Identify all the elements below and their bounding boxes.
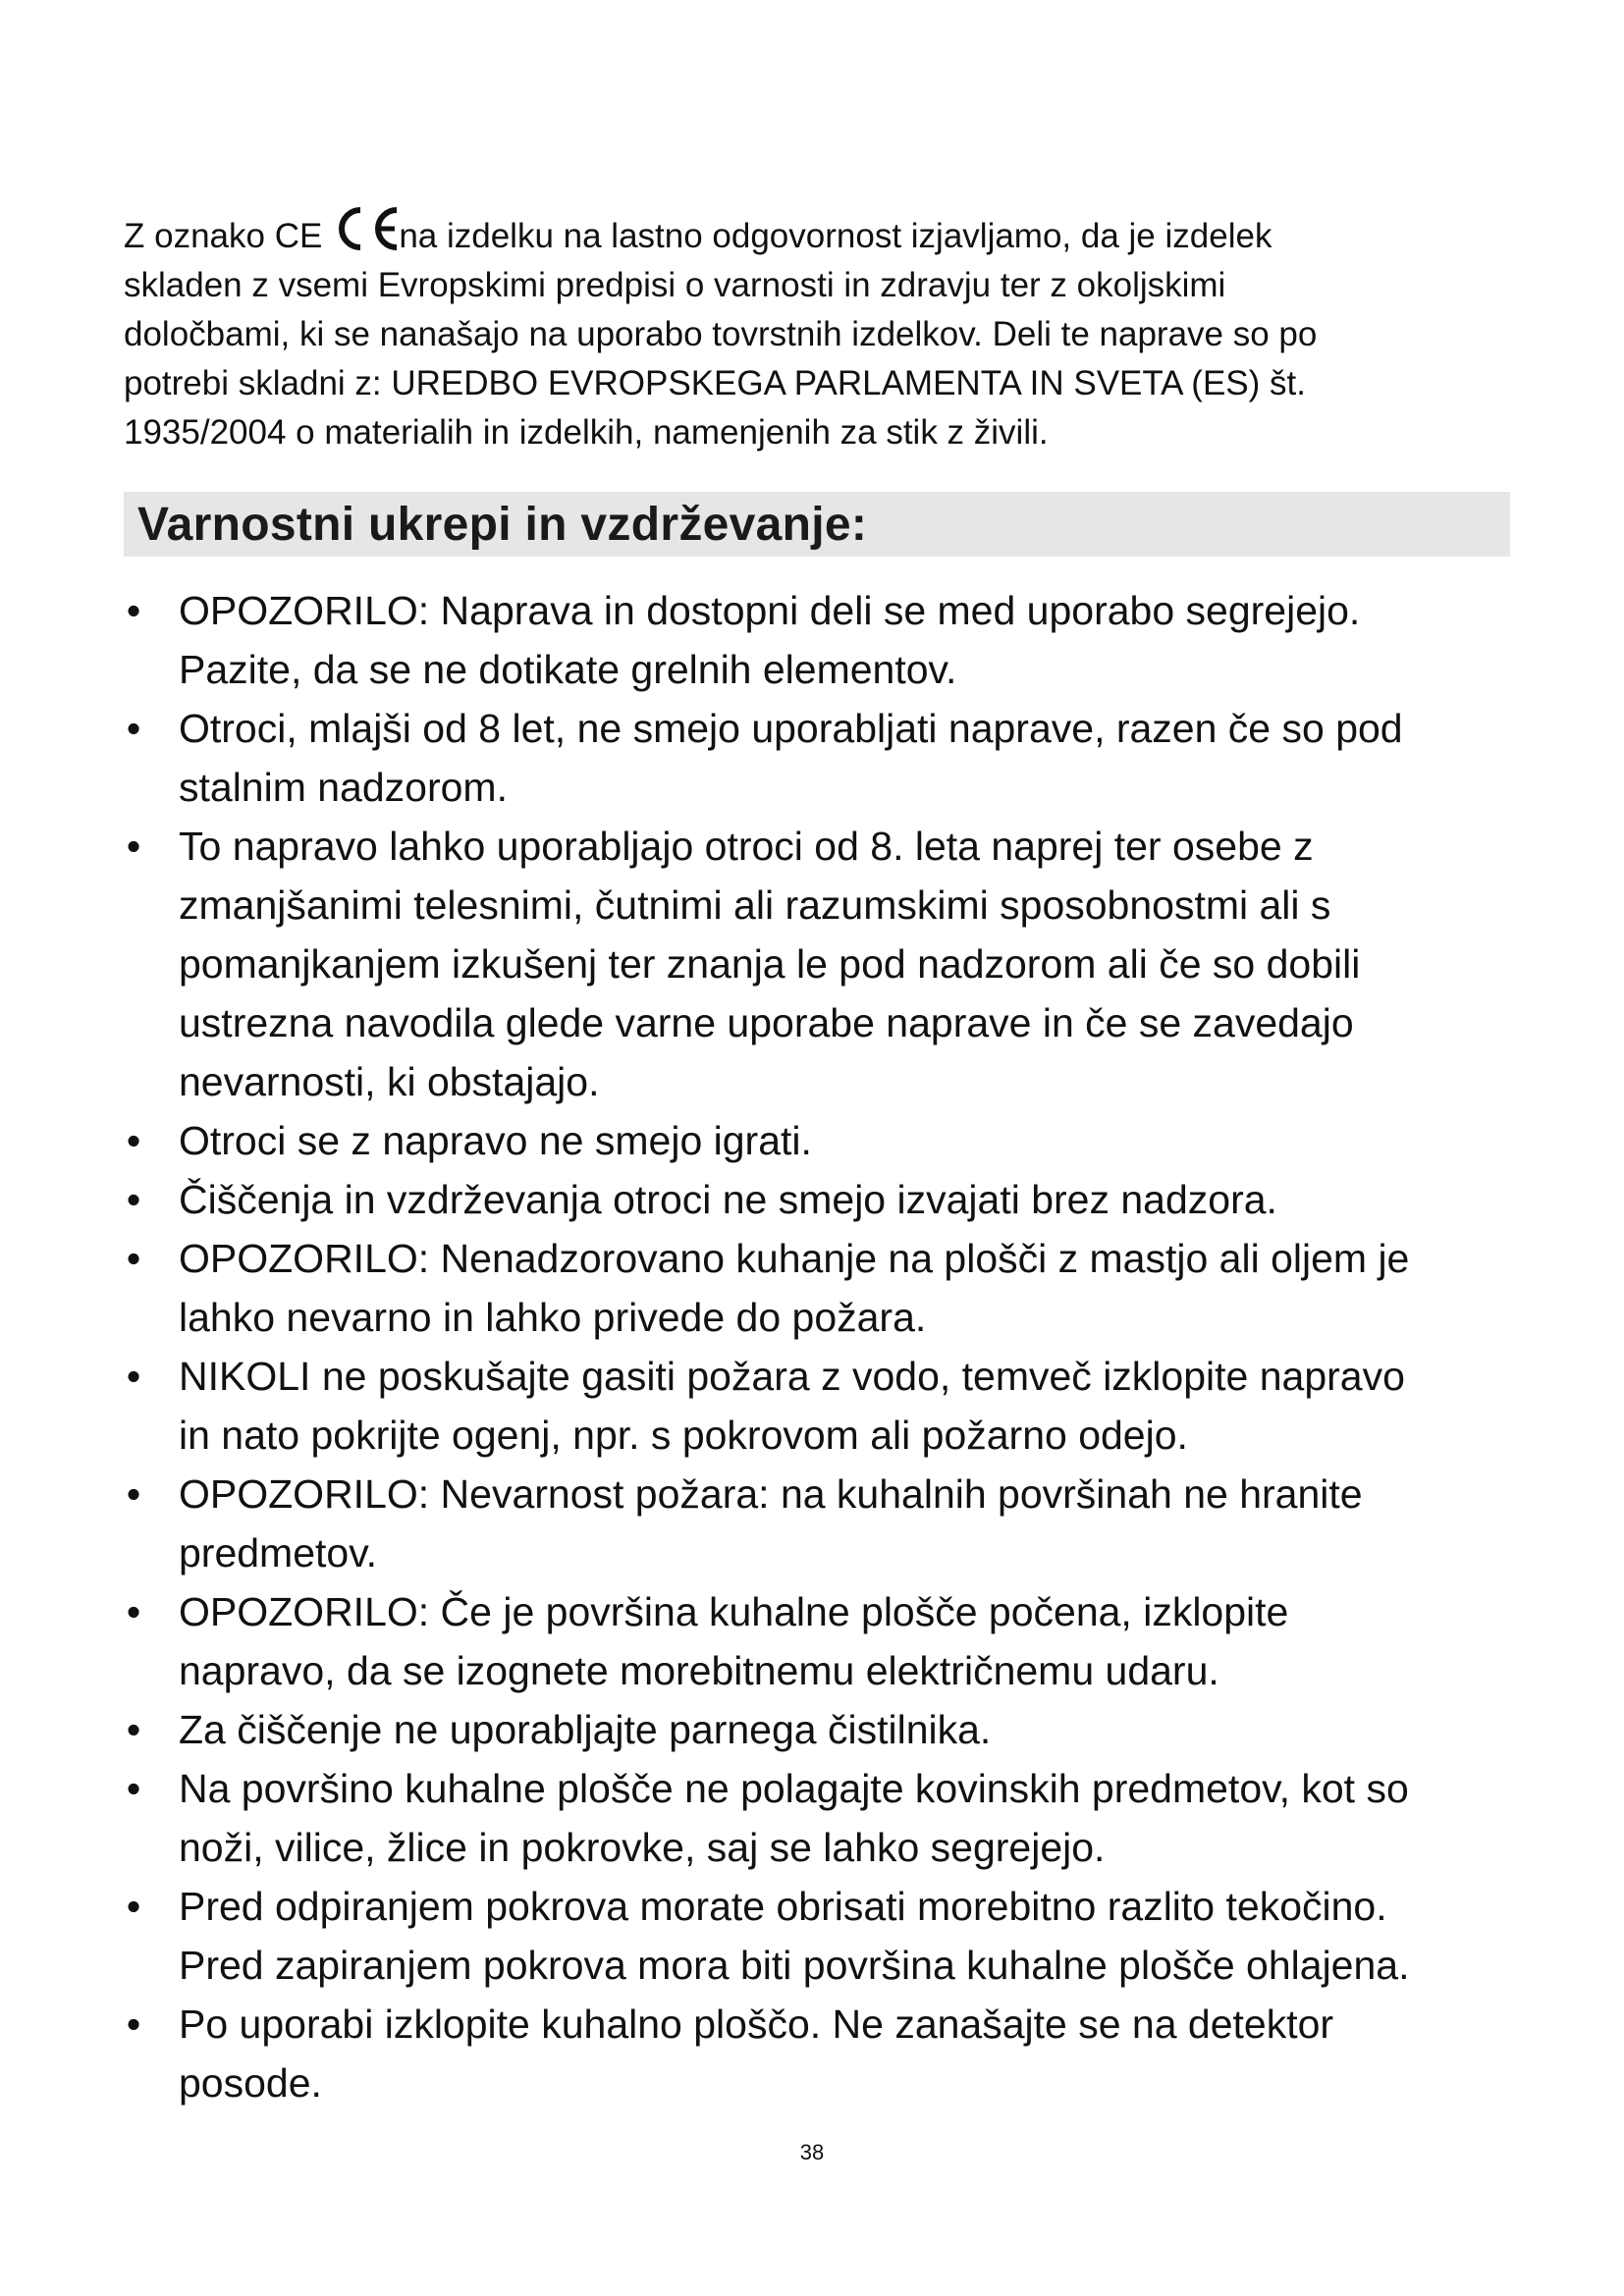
list-item-line: OPOZORILO: Nevarnost požara: na kuhalnih površinah ne hranite bbox=[179, 1471, 1363, 1517]
list-item-line: lahko nevarno in lahko privede do požara. bbox=[179, 1295, 927, 1340]
intro-line: 1935/2004 o materialih in izdelkih, namenjenih za stik z živili. bbox=[124, 413, 1049, 452]
list-item-line: Pazite, da se ne dotikate grelnih elementov. bbox=[179, 647, 957, 692]
bullet-icon: • bbox=[126, 1707, 141, 1752]
list-item bbox=[124, 1465, 1518, 1582]
bullet-icon: • bbox=[126, 588, 141, 633]
list-item-line: nevarnosti, ki obstajajo. bbox=[179, 1059, 600, 1104]
list-item-line: Pred odpiranjem pokrova morate obrisati morebitno razlito tekočino. bbox=[179, 1884, 1387, 1929]
bullet-icon: • bbox=[126, 1236, 141, 1281]
list-item bbox=[124, 581, 1518, 699]
intro-line bbox=[124, 204, 1518, 261]
safety-instructions-list bbox=[124, 581, 1518, 2112]
list-item-line: Za čiščenje ne uporabljajte parnega čistilnika. bbox=[179, 1707, 992, 1752]
intro-line: skladen z vsemi Evropskimi predpisi o varnosti in zdravju ter z okoljskimi bbox=[124, 266, 1226, 304]
bullet-icon: • bbox=[126, 1589, 141, 1634]
list-item bbox=[124, 1877, 1518, 1995]
list-item bbox=[124, 1111, 1518, 1170]
list-item-line: pomanjkanjem izkušenj ter znanja le pod nadzorom ali če so dobili bbox=[179, 941, 1361, 987]
intro-line-start: Z oznako CE bbox=[124, 217, 323, 255]
bullet-icon: • bbox=[126, 1354, 141, 1399]
list-item-line: zmanjšanimi telesnimi, čutnimi ali razumskimi sposobnostmi ali s bbox=[179, 882, 1331, 928]
intro-line-end: na izdelku na lastno odgovornost izjavljamo, da je izdelek bbox=[399, 217, 1272, 255]
list-item-line: Pred zapiranjem pokrova mora biti površina kuhalne plošče ohlajena. bbox=[179, 1943, 1410, 1988]
ce-mark-icon bbox=[328, 204, 403, 253]
list-item-line: in nato pokrijte ogenj, npr. s pokrovom ali požarno odejo. bbox=[179, 1413, 1188, 1458]
bullet-icon: • bbox=[126, 1118, 141, 1163]
bullet-icon: • bbox=[126, 824, 141, 869]
page-number: 38 bbox=[799, 2140, 825, 2164]
list-item-line: Na površino kuhalne plošče ne polagajte kovinskih predmetov, kot so bbox=[179, 1766, 1409, 1811]
list-item-line: Otroci, mlajši od 8 let, ne smejo uporabljati naprave, razen če so pod bbox=[179, 706, 1403, 751]
list-item-line: NIKOLI ne poskušajte gasiti požara z vodo, temveč izklopite napravo bbox=[179, 1354, 1405, 1399]
list-item-line: posode. bbox=[179, 2060, 322, 2106]
list-item bbox=[124, 1995, 1518, 2112]
list-item-line: stalnim nadzorom. bbox=[179, 765, 508, 810]
list-item bbox=[124, 1347, 1518, 1465]
list-item-line: predmetov. bbox=[179, 1530, 378, 1575]
intro-line: določbami, ki se nanašajo na uporabo tovrstnih izdelkov. Deli te naprave so po bbox=[124, 315, 1318, 353]
bullet-icon: • bbox=[126, 1177, 141, 1222]
list-item bbox=[124, 699, 1518, 817]
list-item bbox=[124, 1170, 1518, 1229]
list-item-line: To napravo lahko uporabljajo otroci od 8. leta naprej ter osebe z bbox=[179, 824, 1314, 869]
list-item bbox=[124, 1759, 1518, 1877]
bullet-icon: • bbox=[126, 706, 141, 751]
list-item-line: napravo, da se izognete morebitnemu električnemu udaru. bbox=[179, 1648, 1219, 1693]
ce-mark-label: CE bbox=[328, 204, 330, 205]
list-item-line: Po uporabi izklopite kuhalno ploščo. Ne zanašajte se na detektor bbox=[179, 2002, 1334, 2047]
list-item bbox=[124, 817, 1518, 1111]
list-item-line: Čiščenja in vzdrževanja otroci ne smejo izvajati brez nadzora. bbox=[179, 1177, 1277, 1222]
section-heading-bar bbox=[124, 492, 1510, 557]
list-item bbox=[124, 1582, 1518, 1700]
section-heading: Varnostni ukrepi in vzdrževanje: bbox=[137, 499, 868, 551]
list-item-line: noži, vilice, žlice in pokrovke, saj se lahko segrejejo. bbox=[179, 1825, 1106, 1870]
list-item bbox=[124, 1229, 1518, 1347]
bullet-icon: • bbox=[126, 2002, 141, 2047]
list-item-line: ustrezna navodila glede varne uporabe naprave in če se zavedajo bbox=[179, 1000, 1354, 1045]
list-item-line: OPOZORILO: Naprava in dostopni deli se med uporabo segrejejo. bbox=[179, 588, 1361, 633]
list-item-line: Otroci se z napravo ne smejo igrati. bbox=[179, 1118, 812, 1163]
bullet-icon: • bbox=[126, 1471, 141, 1517]
bullet-icon: • bbox=[126, 1766, 141, 1811]
intro-line: potrebi skladni z: UREDBO EVROPSKEGA PARLAMENTA IN SVETA (ES) št. bbox=[124, 364, 1306, 402]
ce-declaration-paragraph bbox=[124, 204, 1518, 457]
list-item-line: OPOZORILO: Nenadzorovano kuhanje na plošči z mastjo ali oljem je bbox=[179, 1236, 1410, 1281]
bullet-icon: • bbox=[126, 1884, 141, 1929]
list-item bbox=[124, 1700, 1518, 1759]
list-item-line: OPOZORILO: Če je površina kuhalne plošče počena, izklopite bbox=[179, 1589, 1289, 1634]
